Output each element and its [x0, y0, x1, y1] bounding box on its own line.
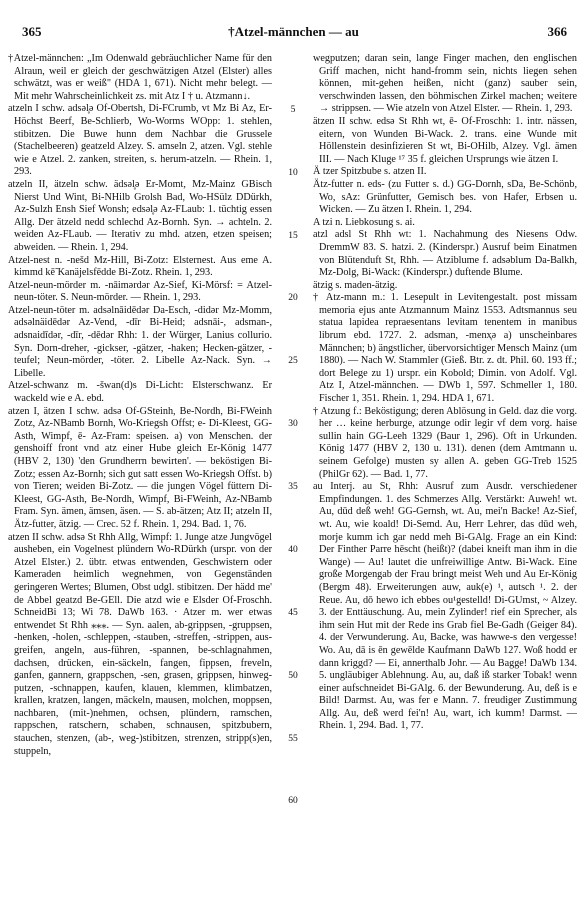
line-number: 35 [288, 482, 298, 492]
right-column [313, 53, 577, 733]
entry-atzung: † Atzung f.: Beköstigung; deren Ablösung in Geld. daz die vorg. her … keine herburge, atzunge odir legir vf dem vorg. haise sullin hain GG-Leeh 1329 (Baur 1, 296). Oft in Urkunden. König 1477 (HBV 2, 130 u. 131). denen (dem Amtmann u. seinem Gefolge) musten sy allen A. geben GG-Treb 1525 (PhilGr 62). — Bad. 1, 77. [313, 405, 577, 480]
entry-atzel-nest: Atzel-nest n. -nešd Mz-Hill, Bi-Zotz: Elsternest. Aus eme A. kimmd kē̃ Kanäjelsfēdde Bi-Zotz. Rhein. 1, 293. [8, 254, 272, 279]
entry-atzen-1: atzen I, ätzen I schw. adsə Of-GSteinh, Be-Nordh, Bi-FWeinh Zotz, Az-NBamb Bornh, Wo-Kriegsh Offst; e- Di-Kleest, GG-Asth, Wimpf, ē- Az-Fram: speisen. a) von Menschen. der genshoiff front vnd atz einer Hube gleich Er-König 1477 (HBV 2, 130) 'den Grundherrn bewirten'. — beköstigen Bi-Zotz; essen Az-Bornh; sich gut satt essen Wo-Kriegsh Offst. b) von Tieren; weiden Bi-Zotz. — die jungen Vögel füttern Di-Kleest, GG-Asth, Be-Nordh, Wimpf, Bi-FWeinh, Az-NBamb Fram. Syn. ämen, ämsen, äsen. — S. ab-ätzen; Atz II; atzeln II, Ätz-futter, ätzig. — Crec. 52 f. Rhein. 1, 294. Bad. 1, 76. [8, 405, 272, 530]
entry-atzel-neun-toeter: Atzel-neun-töter m. adsəlnāidēdər Da-Esch, -didər Mz-Momm, adsəlnäidēdər Az-Vend, -dīr Bi-Heid; adsnāi-, adsman-, adsnaidīdər, -dīr, -dēdər Rhh: 1. der Würger, Lanius collurio. Syn. Dorn-dreher, -gickser, -gätzer, -haken; Hecken-gätzer, -teufel; Neun-mörder, -töter. 2. Libelle Az-Nack. Syn. → Libelle. [8, 304, 272, 379]
page-number-left: 365 [22, 24, 42, 39]
line-number: 30 [288, 419, 298, 429]
line-number: 25 [288, 356, 298, 366]
entry-atzl: atzl adsl St Rhh wt: 1. Nachahmung des Niesens Odw. DremmW 83. S. hatzi. 2. (Kinderspr.) Ausruf beim Einatmen von Blütenduft St, Rhh. — Atziblume f. adsəblum Da-Balkh, Mz-Dolg, Bi-Wack: (Kinderspr.) duftende Blume. [313, 229, 577, 279]
line-number: 40 [288, 545, 298, 555]
entry-aetz-futter: Ätz-futter n. eds- (zu Futter s. d.) GG-Dornh, sDa, Be-Schönb, Wo, sAz: Grünfutter, Gemisch bes. von Hafer, Erbsen u. Wicken. — Zu ätzen I. Rhein. 1, 294. [313, 178, 577, 216]
page-number-right: 366 [547, 24, 567, 39]
entry-atzi: A tzi n. Liebkosung s. ai. [313, 216, 415, 228]
line-number: 45 [288, 608, 298, 618]
entry-aetzen-2: ätzen II schw. edsə St Rhh wt, ē- Of-Froschh: 1. intr. nässen, eitern, von Wunden Bi-Wack. 2. trans. eine Wunde mit Höllenstein desinfizieren St wt, Bi-OHilb, Alzey. Vgl. ämen III. — Nach Kluge ¹⁷ 35 f. gleichen Ursprungs wie ätzen I. [313, 115, 577, 165]
line-number: 55 [288, 734, 298, 744]
entry-atzel-maennchen: †Atzel-männchen: „Im Odenwald gebräuchlicher Name für den Alraun, weil er gleich der geschwätzigen Atzel (Elster) alles schwätzt, was er weiß" (HDA 1, 671). Nicht mehr belegt. — Mit mehr Wahrscheinlichkeit zs. mit Atz I † u. Atzmann↓. [8, 53, 272, 102]
line-number: 15 [288, 231, 298, 241]
line-number: 20 [288, 293, 298, 303]
entry-au: au Interj. au St, Rhh: Ausruf zum Ausdr. verschiedener Empfindungen. 1. des Schmerzes Allg. Verstärkt: Auweh! wt. Au, dūd deß weh! GG-Gernsh, wt. Au, mei'n Backe! Az-Sief, wt. Au, wie koald! Di-Semd. Au, Herr Lehrer, das dūd weh, morje kumm ich gar nedd meh Bi-GAlg. Frage an ein Kind: Der Finther Parre hēscht (heißt)? (dabei kneift man ihm in die Wange) — Au! lautet die unfreiwillige Antw. Bi-Wack. Eine große Morgengab der Frau bringt meist Weh und Au Er-König (Bergm 48). Erweiterungen auw, auk(e) ¹, autsch ¹. 2. der Reue. Au, dō hewo ich ebbes ou¹gestelld! Di-GUmst, ~ Alzey. 3. der Enttäuschung. Au, mein Zylinder! rief ein Sprecher, als ihm sein Hut mit der Rede ins Grab fiel Be-Gadh (Geiger 84). 4. der Verwunderung. Au, Backe, was hawwe-s den vergesse! Wo. Au, dā is ēn gewēlde Kaufmann DaWb 127. Woß hodd er dann kriggd? — Ei, annerthalb Johr. — Au Bagge! DaWb 134. 5. ungläubiger Ablehnung. Au, au, daß iß starker Tobak! wenn einer aufschneidet Bi-GAlg. 6. der Bewunderung. Au, deß is e Bild! Darmst. Au, was fer e Mann. 7. freudiger Zustimmung Allg. Au, deß werd fei'n! Au, wart, ich kumm! Darmst. — Rhein. 1, 294. Bad. 1, 77. [313, 481, 577, 732]
entry-aetzig: ätzig s. maden-ätzig. [313, 279, 398, 291]
left-column [8, 53, 272, 758]
line-number: 5 [290, 105, 296, 115]
entry-aetzer: Ä tzer Spitzbube s. atzen II. [313, 166, 427, 178]
line-number: 60 [288, 796, 298, 806]
line-number-gutter [285, 53, 301, 913]
entry-atzeln-1: atzeln I schw. adsəl̥ə Of-Obertsh, Di-FCrumb, vt Mz Bi Az, Er-Höchst Beerf, Be-Schlierb, Wo-Worms WOpp: 1. stehlen, stibitzen. Die Buwe hunn dem Nachbar die Grussele (Stachelbeeren) geatzeld Alzey. S. amseln 2, atzen. Vgl. stehle wie e Atzel. 2. zanken, streiten, s. herum-atzeln. — Rhein. 1, 293. [8, 103, 272, 178]
entry-atzel-neun-moerder: Atzel-neun-mörder m. -nāimərdər Az-Sief, Ki-Mörsf: = Atzel-neun-töter. S. Neun-mörder. — Rhein. 1, 293. [8, 279, 272, 304]
entry-atzen-2: atzen II schw. adsə St Rhh Allg, Wimpf: 1. Junge atze Jungvögel ausheben, ein Vogelnest plündern Wo-RDürkh (urspr. von der Atzel Elster.) 2. übtr. etwas entwenden, Geschwistern oder Kameraden heimlich wegnehmen, von Gegenständen geringeren Wertes; Blumen, Obst udgl. stibitzen. Der hädd me' de Abbel geatzd Be-GEll. Die atzd wie e Elsder Of-Froschh. SchneidBi 13; Wi 78. DaWb 163. · Atzer m. wer etwas entwendet St Rhh ⁎⁎⁎. — Syn. aalen, ab-grippsen, -gruppsen, -henken, -holen, -schleppen, -stauben, -streffen, -strippen, aus-greifen, angeln, aus-führen, -spannen, be-schlagnahmen, dachsen, drücken, ein-säckeln, fangen, fippsen, freveln, ganfen, gannern, grappschen, -sen, grasen, grippsen, hinweg-putzen, -schnappen, kaufen, klauen, klemmen, klimbatzen, krallen, kratzen, langen, mäckeln, mausen, molchen, moppsen, nachbaren, (mit-)nehmen, ochsen, plündern, ramschen, rappschen, ratschern, schaben, schnausen, spitzbubern, stauchen, stenzen, (ab-, weg-)stibitzen, strenzen, stripp(s)en, stuppeln, [8, 531, 272, 757]
entry-atzeln-2: atzeln II, ätzeln schw. ädsəl̥ə Er-Momt, Mz-Mainz GBisch Nierst Und Wint, Bi-NHilb Grolsh Bad, Wo-HSülz DDürkh, Az-Sulzh Ensh Sief Wonsh; edsəl̥ə Az-FLaub: 1. tüchtig essen Allg. Der ätzeld nedd schlechd Az-Bornh. Syn. → achteln. 2. weiden Az-FLaub. — Iterativ zu mhd. atzen, etzen speisen; abweiden. — Rhein. 1, 294. [8, 178, 272, 253]
line-number: 50 [288, 671, 298, 681]
entry-atzen-2-continued: wegputzen; daran sein, lange Finger machen, den englischen Griff machen, nicht hand-fromm sein, nichts liegen sehen können, mit-gehen heißen, nicht (ganz) sauber sein, verschwinden lassen, den böhmischen Zirkel machen; weitere → strippsen. — Wie atzeln von Atzel Elster. — Rhein. 1, 293. [313, 53, 577, 115]
entry-atz-mann: † Atz-mann m.: 1. Lesepult in Levitengestalt. post missam memoria ejus ante Atzmannum Mainz 1553. Adtsmannus seu statua lapidea repraesentans levitam tenentem in manibus librum ebd. 1727. 2. adsman, -menҳə a) unscheinbares Männchen; b) ängstlicher, übervorsichtiger Mensch Mainz (um 1880). — Nach W. Stammler (Gieß. Btr. z. dt. Phil. 60. 193 ff.; dort Belege zu 1) urspr. ein Kobold; Dimin. von Adolf. Vgl. Atz I, Atzel-männchen. — DWb 1, 597. Schmeller 1, 180. Fischer 1, 351. Rhein. 1, 294. HDA 1, 671. [313, 292, 577, 405]
line-number: 10 [288, 168, 298, 178]
running-title: †Atzel-männchen — au [228, 24, 359, 39]
entry-atzel-schwanz: Atzel-schwanz m. -šwan(d)s Di-Licht: Elsterschwanz. Er wackeld wie e A. ebd. [8, 380, 272, 405]
running-header [20, 24, 567, 42]
